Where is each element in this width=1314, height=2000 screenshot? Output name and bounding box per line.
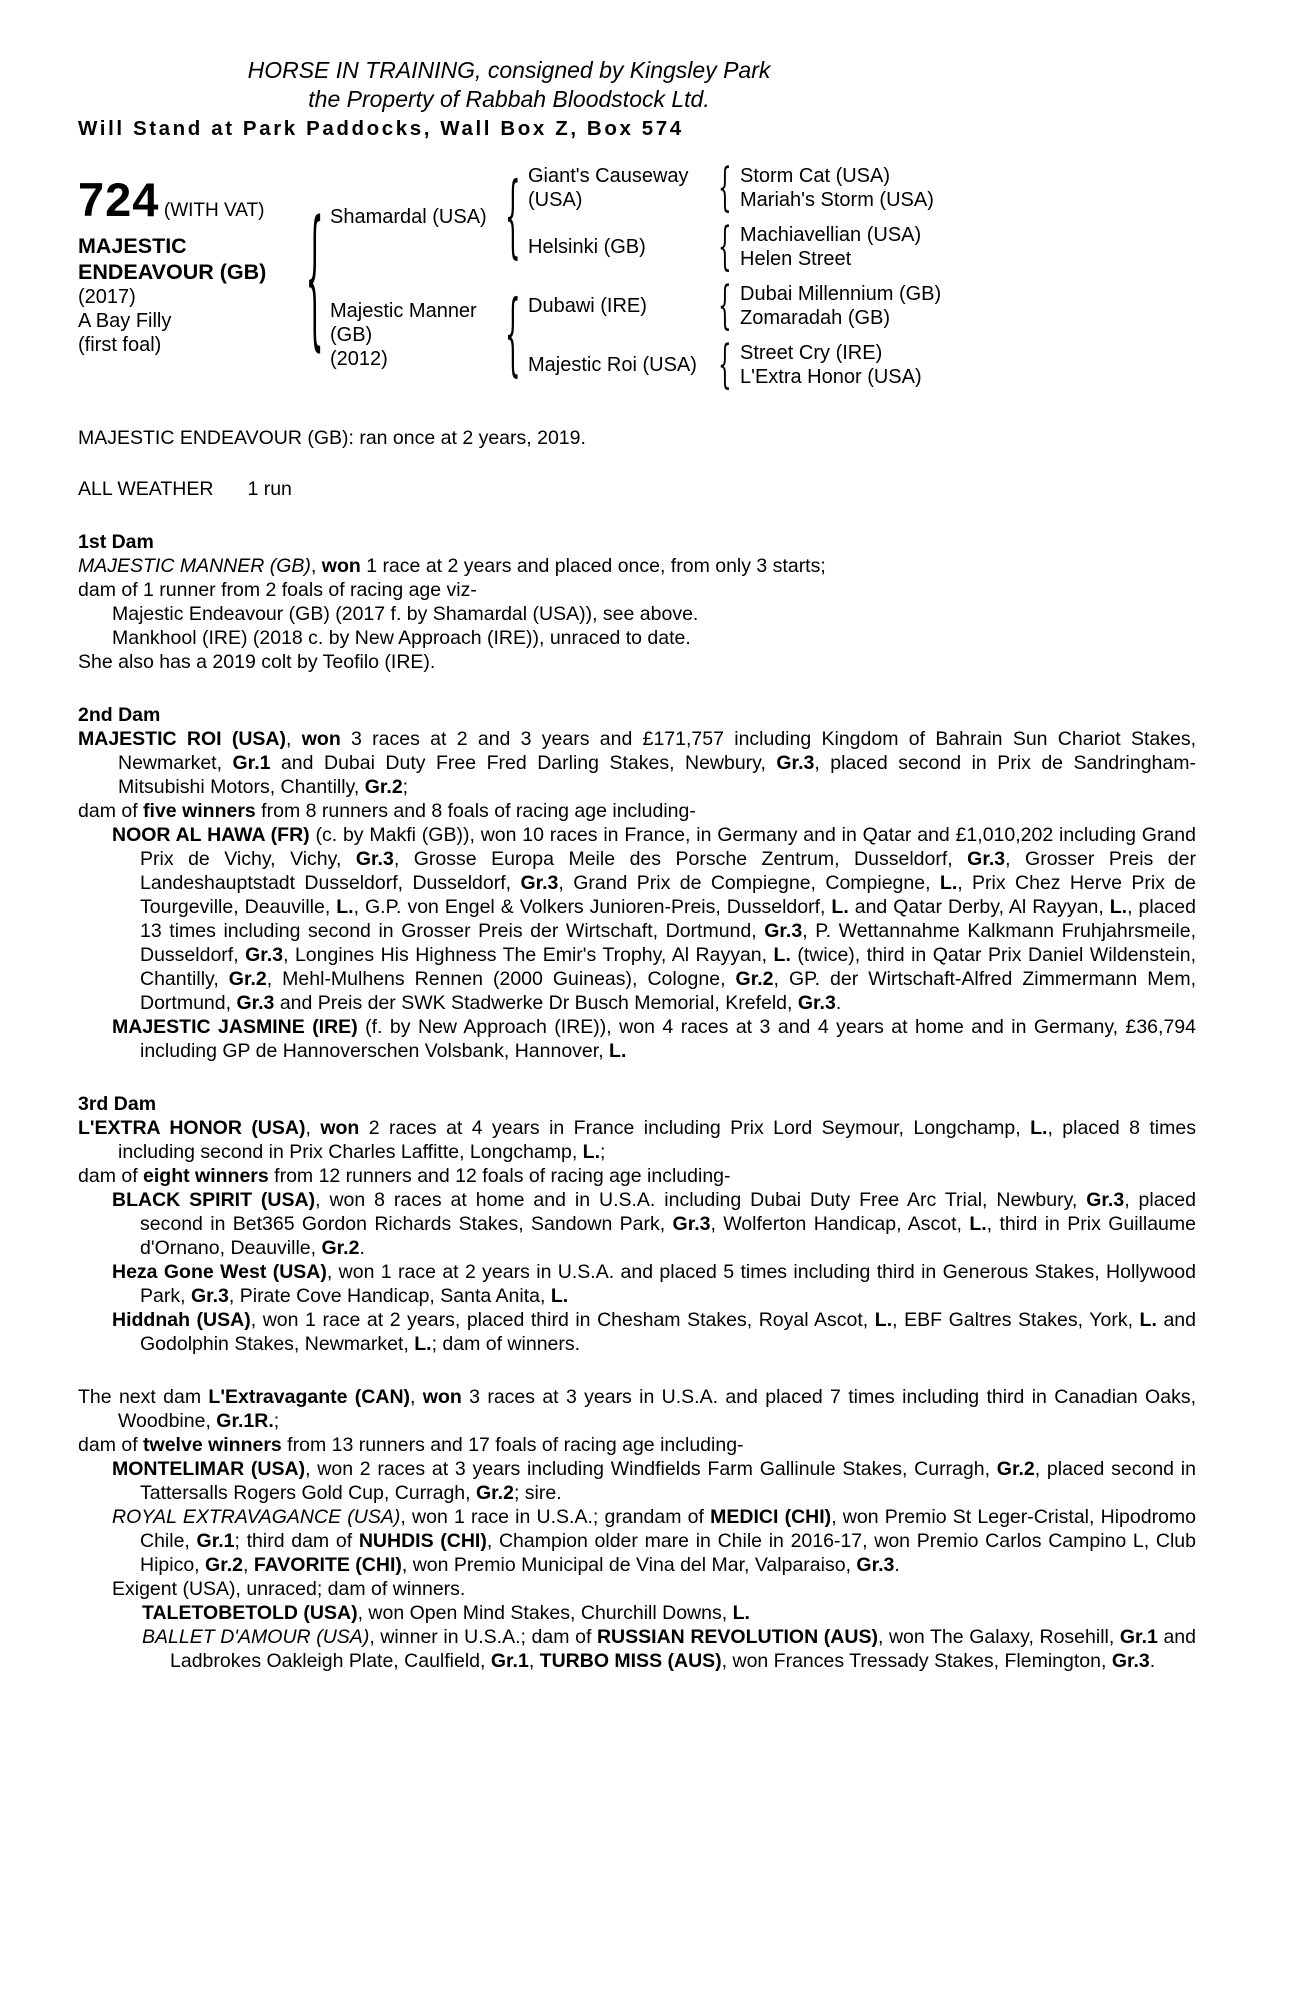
lot-number: 724: [78, 173, 160, 226]
dam-dam: Majestic Roi (USA): [528, 353, 697, 376]
pedigree-sire: [330, 160, 498, 274]
brace-gen3-icon: {: [718, 157, 732, 218]
produce-entry: BALLET D'AMOUR (USA), winner in U.S.A.; dam of RUSSIAN REVOLUTION (AUS), won The Galaxy, Rosehill, Gr.1 and Ladbrokes Oakleigh Plate, Caulfield, Gr.1, TURBO MISS (AUS), won Frances Tressady Stakes, Flemington, Gr.3.: [142, 1626, 1196, 1672]
lot-vat-note: (WITH VAT): [163, 200, 265, 221]
lot-colour-sex: A Bay Filly: [78, 310, 172, 332]
lot-number-line: [78, 172, 300, 227]
dam1-produce-intro: dam of 1 runner from 2 foals of racing age viz-: [78, 579, 477, 601]
produce-entry: Exigent (USA), unraced; dam of winners.: [112, 1578, 466, 1600]
dam2-produce-intro: dam of five winners from 8 runners and 8 foals of racing age including-: [78, 800, 696, 822]
race-record-summary: MAJESTIC ENDEAVOUR (GB): ran once at 2 years, 2019.: [78, 427, 586, 449]
dam2-section: [78, 703, 1196, 1063]
race-record-line: [78, 478, 1196, 501]
next-dam-description: The next dam L'Extravagante (CAN), won 3 races at 3 years in U.S.A. and placed 7 times including third in Canadian Oaks, Woodbine, Gr.1R.;: [78, 1386, 1196, 1432]
produce-entry: ROYAL EXTRAVAGANCE (USA), won 1 race in U.S.A.; grandam of MEDICI (CHI), won Premio St Leger-Cristal, Hipodromo Chile, Gr.1; third dam of NUHDIS (CHI), Champion older mare in Chile in 2016-17, won Premio Carlos Campino L, Club Hipico, Gr.2, FAVORITE (CHI), won Premio Municipal de Vina del Mar, Valparaiso, Gr.3.: [112, 1506, 1196, 1576]
brace-gen3-icon: {: [718, 275, 732, 336]
produce-entry: Heza Gone West (USA), won 1 race at 2 years in U.S.A. and placed 5 times including third in Generous Stakes, Hollywood Park, Gr.3, Pirate Cove Handicap, Santa Anita, L.: [112, 1261, 1196, 1307]
next-dam-produce-intro: dam of twelve winners from 13 runners and 17 foals of racing age including-: [78, 1434, 744, 1456]
produce-entry: NOOR AL HAWA (FR) (c. by Makfi (GB)), won 10 races in France, in Germany and in Qatar and £1,010,202 including Grand Prix de Vichy, Vichy, Gr.3, Grosse Europa Meile des Porsche Zentrum, Dusseldorf, Gr.3, Grosser Preis der Landeshauptstadt Dusseldorf, Dusseldorf, Gr.3, Grand Prix de Compiegne, Compiegne, L., Prix Chez Herve Prix de Tourgeville, Deauville, L., G.P. von Engel & Volkers Junioren-Preis, Dusseldorf, L. and Qatar Derby, Al Rayyan, L., placed 13 times including second in Grosser Preis der Wirtschaft, Dortmund, Gr.3, P. Wettannahme Kalkmann Fruhjahrsmeile, Dusseldorf, Gr.3, Longines His Highness The Emir's Trophy, Al Rayyan, L. (twice), third in Qatar Prix Daniel Wildenstein, Chantilly, Gr.2, Mehl-Mulhens Rennen (2000 Guineas), Cologne, Gr.2, GP. der Wirtschaft-Alfred Zimmermann Mem, Dortmund, Gr.3 and Preis der SWK Stadwerke Dr Busch Memorial, Krefeld, Gr.3.: [112, 824, 1197, 1014]
sire-dam: Helsinki (GB): [528, 235, 646, 258]
brace-gen3-icon: {: [718, 216, 732, 277]
sire-name: Shamardal (USA): [330, 206, 487, 228]
sire-sire-parents: Storm Cat (USA) Mariah's Storm (USA): [740, 164, 934, 211]
race-record-runs: 1 run: [247, 478, 292, 500]
pedigree-block: [78, 157, 1196, 395]
dam-dam-parents: Street Cry (IRE) L'Extra Honor (USA): [740, 341, 922, 388]
dam-sire: Dubawi (IRE): [528, 294, 647, 317]
dam3-section: [78, 1092, 1196, 1356]
page-header: [78, 56, 940, 142]
dam3-description: L'EXTRA HONOR (USA), won 2 races at 4 years in France including Prix Lord Seymour, Longchamp, L., placed 8 times including second in Prix Charles Laffitte, Longchamp, L.;: [78, 1117, 1196, 1163]
lot-horse-name: MAJESTIC ENDEAVOUR (GB): [78, 234, 267, 284]
produce-entry: BLACK SPIRIT (USA), won 8 races at home and in U.S.A. including Dubai Duty Free Arc Trial, Newbury, Gr.3, placed second in Bet365 Gordon Richards Stakes, Sandown Park, Gr.3, Wolferton Handicap, Ascot, L., third in Prix Guillaume d'Ornano, Deauville, Gr.2.: [112, 1189, 1196, 1259]
dam-year: (2012): [330, 348, 388, 370]
dam1-description: MAJESTIC MANNER (GB), won 1 race at 2 years and placed once, from only 3 starts;: [78, 555, 826, 577]
produce-entry: Hiddnah (USA), won 1 race at 2 years, placed third in Chesham Stakes, Royal Ascot, L., EBF Galtres Stakes, York, L. and Godolphin Stakes, Newmarket, L.; dam of winners.: [112, 1309, 1196, 1355]
dam3-heading: 3rd Dam: [78, 1093, 157, 1115]
owner-line: the Property of Rabbah Bloodstock Ltd.: [308, 86, 710, 112]
produce-entry: Majestic Endeavour (GB) (2017 f. by Shamardal (USA)), see above.: [112, 603, 699, 625]
produce-entry: MAJESTIC JASMINE (IRE) (f. by New Approach (IRE)), won 4 races at 3 and 4 years at home and in Germany, £36,794 including GP de Hannoverschen Volsbank, Hannover, L.: [112, 1016, 1196, 1062]
dam2-description: MAJESTIC ROI (USA), won 3 races at 2 and 3 years and £171,757 including Kingdom of Bahrain Sun Chariot Stakes, Newmarket, Gr.1 and Dubai Duty Free Fred Darling Stakes, Newbury, Gr.3, placed second in Prix de Sandringham- Mitsubishi Motors, Chantilly, Gr.2;: [78, 728, 1196, 798]
dam-name: Majestic Manner (GB): [330, 300, 477, 346]
lot-info: [78, 158, 300, 392]
stand-location-line: Will Stand at Park Paddocks, Wall Box Z, Box 574: [78, 117, 684, 140]
sire-dam-parents: Machiavellian (USA) Helen Street: [740, 223, 922, 270]
consignor-line: HORSE IN TRAINING, consigned by Kingsley Park: [247, 57, 771, 83]
sire-sire: Giant's Causeway (USA): [528, 164, 689, 211]
brace-dam-parents-icon: {: [505, 283, 521, 387]
dam3-produce-intro: dam of eight winners from 12 runners and 12 foals of racing age including-: [78, 1165, 731, 1187]
brace-sire-parents-icon: {: [505, 165, 521, 269]
pedigree-dam: [330, 278, 498, 392]
lot-foal-note: (first foal): [78, 334, 162, 356]
brace-gen1-icon: {: [305, 186, 325, 366]
lot-year: (2017): [78, 286, 136, 308]
dam-sire-parents: Dubai Millennium (GB) Zomaradah (GB): [740, 282, 942, 329]
pedigree-tree: [300, 157, 1196, 395]
dam1-section: [78, 530, 1196, 674]
produce-entry: Mankhool (IRE) (2018 c. by New Approach (IRE)), unraced to date.: [112, 627, 691, 649]
dam1-heading: 1st Dam: [78, 531, 154, 553]
catalog-body: [78, 426, 1196, 1673]
race-record-surface: ALL WEATHER: [78, 478, 214, 500]
next-dam-section: [78, 1385, 1196, 1673]
brace-gen3-icon: {: [718, 334, 732, 395]
produce-entry: MONTELIMAR (USA), won 2 races at 3 years including Windfields Farm Gallinule Stakes, Curragh, Gr.2, placed second in Tattersalls Rogers Gold Cup, Curragh, Gr.2; sire.: [112, 1458, 1196, 1504]
dam1-extra-note: She also has a 2019 colt by Teofilo (IRE).: [78, 651, 436, 673]
dam2-heading: 2nd Dam: [78, 704, 161, 726]
produce-entry: TALETOBETOLD (USA), won Open Mind Stakes, Churchill Downs, L.: [142, 1602, 750, 1624]
